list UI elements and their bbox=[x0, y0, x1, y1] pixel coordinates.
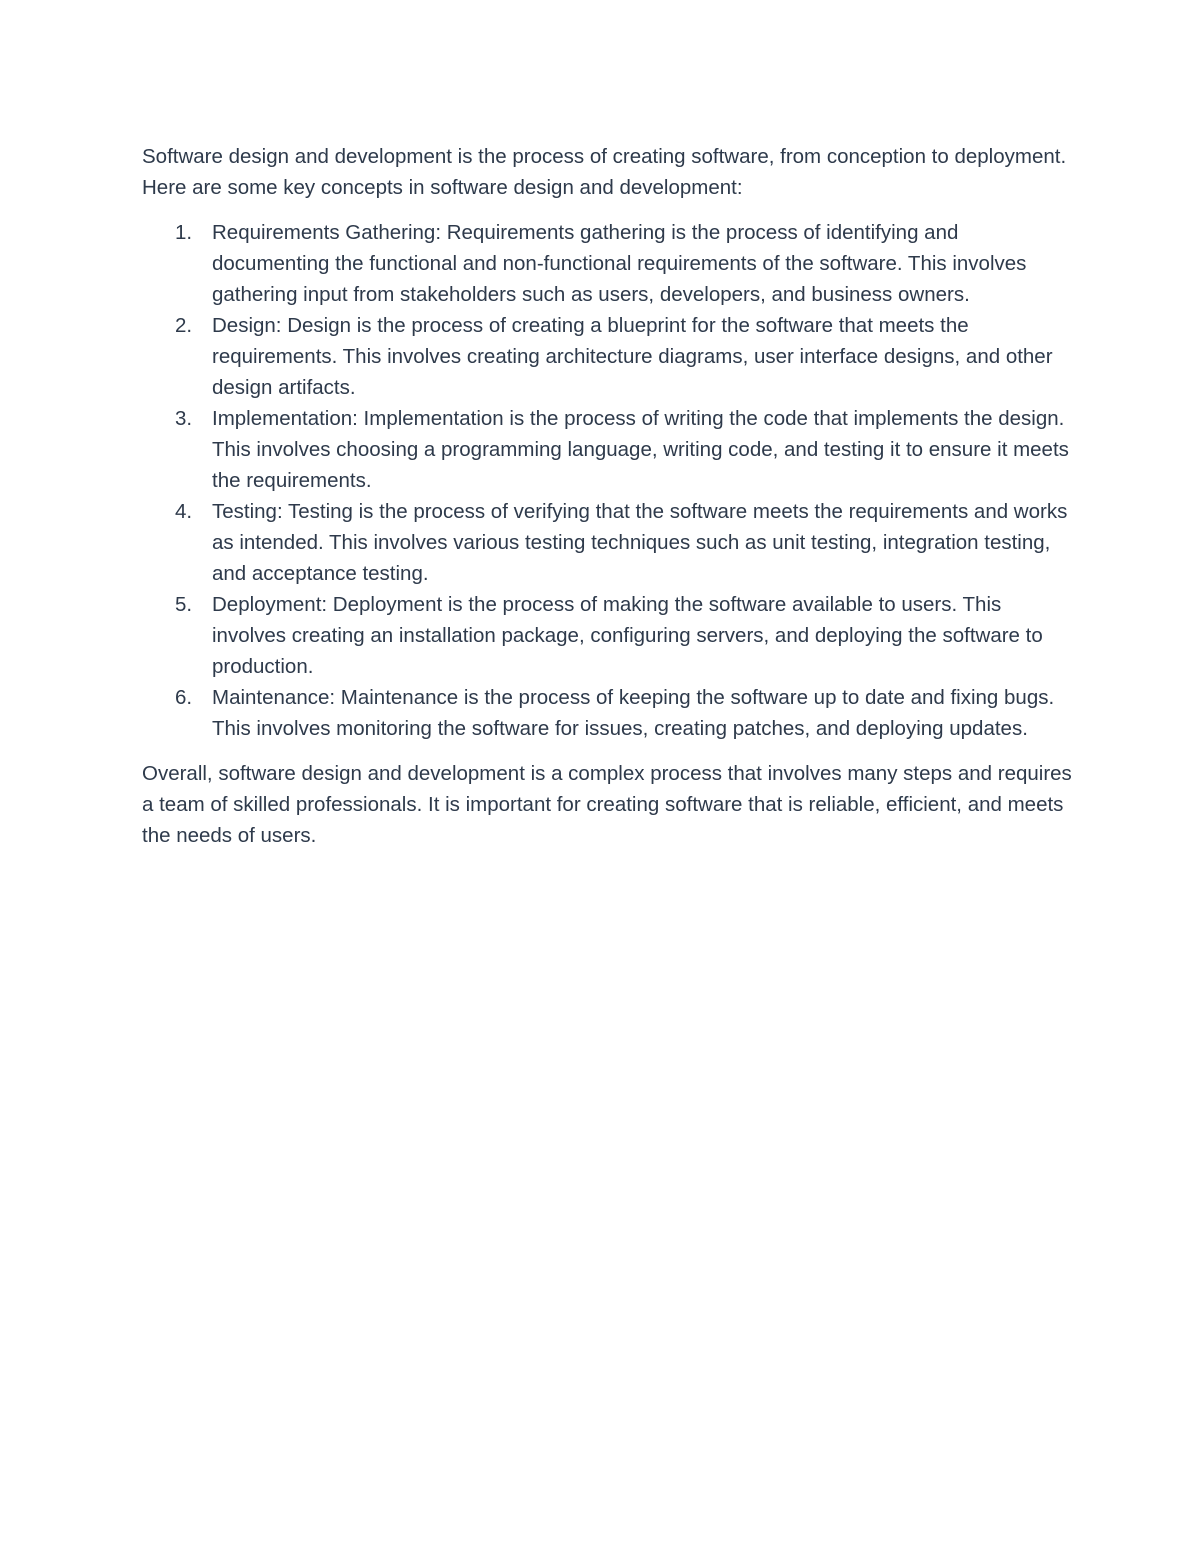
list-item-number: 1. bbox=[175, 221, 193, 244]
list-item-number: 4. bbox=[175, 500, 193, 523]
key-concepts-list bbox=[142, 217, 1072, 744]
list-item-text: Requirements Gathering: Requirements gathering is the process of identifying and documenting the functional and non-functional requirements of the software. This involves gathering input from stakeholders such as users, developers, and business owners. bbox=[212, 221, 1027, 306]
list-item-number: 2. bbox=[175, 314, 193, 337]
list-item bbox=[142, 403, 1072, 496]
closing-paragraph: Overall, software design and development is a complex process that involves many steps and requires a team of skilled professionals. It is important for creating software that is reliable, efficient, and meets the needs of users. bbox=[142, 762, 1072, 847]
list-item-text: Implementation: Implementation is the process of writing the code that implements the design. This involves choosing a programming language, writing code, and testing it to ensure it meets the requirements. bbox=[212, 407, 1069, 492]
document-body bbox=[142, 141, 1072, 851]
list-item bbox=[142, 682, 1072, 744]
list-item bbox=[142, 589, 1072, 682]
list-item-number: 5. bbox=[175, 593, 193, 616]
list-item-number: 6. bbox=[175, 686, 193, 709]
list-item-text: Design: Design is the process of creating a blueprint for the software that meets the requirements. This involves creating architecture diagrams, user interface designs, and other design artifacts. bbox=[212, 314, 1053, 399]
intro-paragraph: Software design and development is the process of creating software, from conception to deployment. Here are some key concepts in software design and development: bbox=[142, 145, 1067, 199]
list-item bbox=[142, 496, 1072, 589]
list-item-text: Testing: Testing is the process of verifying that the software meets the requirements and works as intended. This involves various testing techniques such as unit testing, integration testing, and acceptance testing. bbox=[212, 500, 1068, 585]
list-item bbox=[142, 310, 1072, 403]
list-item bbox=[142, 217, 1072, 310]
list-item-text: Maintenance: Maintenance is the process of keeping the software up to date and fixing bugs. This involves monitoring the software for issues, creating patches, and deploying updates. bbox=[212, 686, 1055, 740]
list-item-number: 3. bbox=[175, 407, 193, 430]
list-item-text: Deployment: Deployment is the process of making the software available to users. This involves creating an installation package, configuring servers, and deploying the software to production. bbox=[212, 593, 1043, 678]
